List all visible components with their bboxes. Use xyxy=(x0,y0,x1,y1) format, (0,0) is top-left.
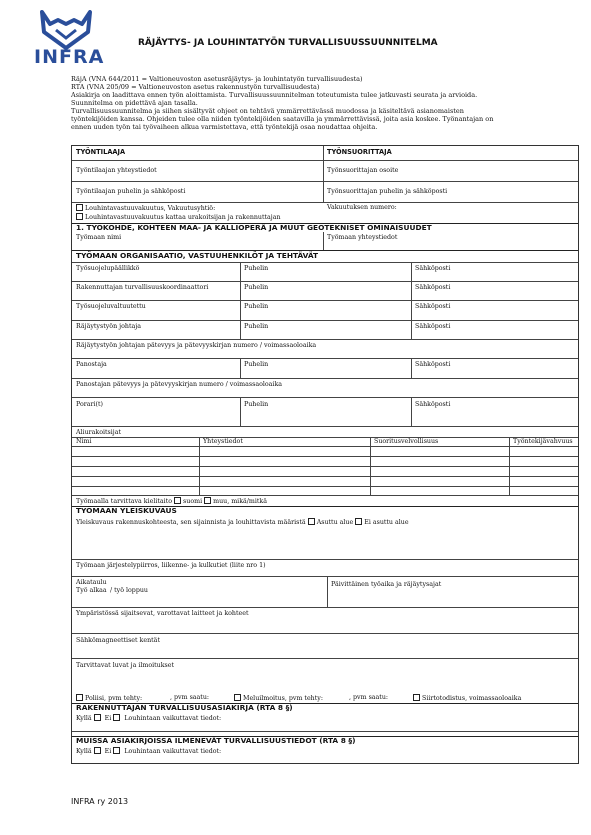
tilaaja-heading: TYÖNTILAAJA xyxy=(76,148,126,156)
divider xyxy=(72,281,578,282)
divider xyxy=(240,397,241,426)
table-row-line xyxy=(72,466,578,467)
sahkoposti-field[interactable]: Sähköposti xyxy=(415,361,451,368)
yleiskuvaus-label: Yleiskuvaus rakennuskohteesta, sen sijainnista ja louhittavista määristä xyxy=(76,519,306,526)
divider xyxy=(509,437,510,495)
divider xyxy=(72,358,578,359)
puhelin-field[interactable]: Puhelin xyxy=(244,323,269,330)
table-row-line xyxy=(72,486,578,487)
suorittaja-heading: TYÖNSUORITTAJA xyxy=(327,148,392,156)
ei-asuttu-label: Ei asuttu alue xyxy=(364,519,409,526)
tyomaan-yhteystiedot-field[interactable]: Työmaan yhteystiedot xyxy=(327,234,398,241)
divider xyxy=(72,607,578,608)
checkbox[interactable] xyxy=(204,497,211,504)
vakuutus-kattaa-row[interactable] xyxy=(76,213,281,222)
intro-line: RäjA (VNA 644/2011 = Valtioneuvoston asetusräjäytys- ja louhintatyön turvallisuudesta) xyxy=(71,75,363,83)
checkbox[interactable] xyxy=(355,518,362,525)
poliisi-row[interactable] xyxy=(76,694,142,703)
pvm-saatu-field[interactable]: , pvm saatu: xyxy=(170,694,210,701)
checkbox[interactable] xyxy=(234,694,241,701)
checkbox[interactable] xyxy=(76,694,83,701)
divider xyxy=(327,576,328,607)
divider xyxy=(72,202,578,203)
wolf-head-icon xyxy=(36,10,96,50)
checkbox[interactable] xyxy=(413,694,420,701)
divider xyxy=(72,731,578,732)
checkbox[interactable] xyxy=(174,497,181,504)
divider xyxy=(323,232,324,250)
vaikuttavat-label: Louhintaan vaikuttavat tiedot: xyxy=(124,748,222,755)
divider xyxy=(72,426,578,427)
intro-text xyxy=(71,75,579,131)
asuttu-label: Asuttu alue xyxy=(316,519,354,526)
siirtotodistus-row[interactable] xyxy=(413,694,521,703)
vakuutusnumero-field[interactable]: Vakuutuksen numero: xyxy=(327,204,397,211)
sahkoposti-field[interactable]: Sähköposti xyxy=(415,284,451,291)
tilaaja-puhelin-field[interactable]: Työntilaajan puhelin ja sähköposti xyxy=(76,188,186,195)
suomi-label: suomi xyxy=(183,498,203,505)
checkbox[interactable] xyxy=(94,747,101,754)
table-row-line xyxy=(72,456,578,457)
divider xyxy=(199,437,200,495)
column-header: Nimi xyxy=(76,438,92,445)
divider xyxy=(72,160,578,161)
divider xyxy=(411,358,412,378)
divider xyxy=(72,181,578,182)
intro-line: työntekijöiden kanssa. Ohjeiden tulee olla niiden työntekijöiden saatavilla ja ymmärrettävissä, joita asia koskee. Työnantajan on xyxy=(71,115,494,123)
sahkomagneettiset-field[interactable]: Sähkömagneettiset kentät xyxy=(76,637,160,644)
poliisi-label: Poliisi, pvm tehty: xyxy=(85,695,143,702)
divider xyxy=(240,358,241,378)
column-header: Työntekijävahvuus xyxy=(513,438,573,445)
column-header: Suoritusvelvollisuus xyxy=(374,438,439,445)
subcontractors-title: Aliurakoitsijat xyxy=(76,429,122,436)
pvm-saatu-field[interactable]: , pvm saatu: xyxy=(349,694,389,701)
kielitaito-row xyxy=(76,497,267,506)
vaikuttavat-label: Louhintaan vaikuttavat tiedot: xyxy=(124,715,222,722)
divider xyxy=(72,437,578,438)
role-label: Räjäytystyön johtaja xyxy=(76,323,141,330)
vakuutus-kattaa-label: Louhintavastuuvakuutus kattaa urakoitsijan ja rakennuttajan xyxy=(85,214,281,221)
muut-options xyxy=(76,747,221,756)
intro-line: Turvallisuussuunnitelma ja siihen sisältyvät ohjeet on tehtävä ymmärrettävässä muodossa ja käsiteltävä asianomaisten xyxy=(71,107,464,115)
footer: INFRA ry 2013 xyxy=(71,797,129,806)
divider xyxy=(370,437,371,495)
sahkoposti-field[interactable]: Sähköposti xyxy=(415,401,451,408)
luvat-label: Tarvittavat luvat ja ilmoitukset xyxy=(76,662,175,669)
vakuutus-label: Louhintavastuuvakuutus, Vakuutusyhtiö: xyxy=(85,205,216,212)
intro-line: Asiakirja on laadittava ennen työn aloittamista. Turvallisuussuunnitelman toteutumista tulee jatkuvasti seurata ja arvioida. xyxy=(71,91,478,99)
suorittaja-puhelin-field[interactable]: Työnsuorittajan puhelin ja sähköposti xyxy=(327,188,448,195)
kielitaito-label: Työmaalla tarvittava kielitaito xyxy=(76,498,173,505)
document-title: RÄJÄYTYS- JA LOUHINTATYÖN TURVALLISUUSSUUNNITELMA xyxy=(138,38,438,48)
intro-line: Suunnitelma on pidettävä ajan tasalla. xyxy=(71,99,198,107)
checkbox[interactable] xyxy=(308,518,315,525)
divider xyxy=(72,262,578,263)
panostaja-label: Panostaja xyxy=(76,361,107,368)
muu-label: muu, mikä/mitkä xyxy=(213,498,267,505)
divider xyxy=(72,633,578,634)
asiakirja-options xyxy=(76,714,221,723)
puhelin-field[interactable]: Puhelin xyxy=(244,361,269,368)
divider xyxy=(323,146,324,202)
divider xyxy=(72,320,578,321)
muut-title: MUISSA ASIAKIRJOISSA ILMENEVÄT TURVALLISUUSTIEDOT (RTA 8 §) xyxy=(76,736,356,745)
divider xyxy=(240,262,241,339)
section1-title: 1. TYÖKOHDE, KOHTEEN MAA- JA KALLIOPERÄ JA MUUT GEOTEKNISET OMINAISUUDET xyxy=(76,223,432,232)
general-title: TYÖMAAN YLEISKUVAUS xyxy=(76,506,177,515)
siirtotodistus-label: Siirtotodistus, voimassaoloaika xyxy=(422,695,522,702)
divider xyxy=(72,576,578,577)
sahkoposti-field[interactable]: Sähköposti xyxy=(415,323,451,330)
role-label: Työsuojeluvaltuutettu xyxy=(76,303,146,310)
meluilmoitus-label: Meluilmoitus, pvm tehty: xyxy=(243,695,323,702)
divider xyxy=(72,559,578,560)
kylla-label: Kyllä xyxy=(76,715,92,722)
tilaaja-yhteystiedot-field[interactable]: Työntilaajan yhteystiedot xyxy=(76,167,157,174)
divider xyxy=(411,262,412,339)
tyo-alkaa-field[interactable]: Työ alkaa xyxy=(76,587,107,594)
meluilmoitus-row[interactable] xyxy=(234,694,323,703)
johtaja-patevyys-field[interactable]: Räjäytystyön johtajan pätevyys ja pätevyyskirjan numero / voimassaoloaika xyxy=(76,342,317,349)
divider xyxy=(72,378,578,379)
sahkoposti-field[interactable]: Sähköposti xyxy=(415,303,451,310)
puhelin-field[interactable]: Puhelin xyxy=(244,284,269,291)
ei-label: Ei xyxy=(104,748,112,755)
divider xyxy=(72,300,578,301)
suorittaja-osoite-field[interactable]: Työnsuorittajan osoite xyxy=(327,167,399,174)
yleiskuvaus-row xyxy=(76,518,409,527)
intro-line: ennen uuden työn tai työvaiheen alkua varmistettava, että työntekijä osaa noudattaa ohjeita. xyxy=(71,123,378,131)
puhelin-field[interactable]: Puhelin xyxy=(244,401,269,408)
kylla-label: Kyllä xyxy=(76,748,92,755)
divider xyxy=(72,658,578,659)
vakuutus-checkbox-row[interactable] xyxy=(76,204,215,213)
tyomaan-nimi-field[interactable]: Työmaan nimi xyxy=(76,234,122,241)
ei-label: Ei xyxy=(104,715,112,722)
column-header: Yhteystiedot xyxy=(203,438,243,445)
paivittainen-field[interactable]: Päivittäinen työaika ja räjäytysajat xyxy=(331,581,442,588)
puhelin-field[interactable]: Puhelin xyxy=(244,265,269,272)
table-row-line xyxy=(72,446,578,447)
divider xyxy=(72,339,578,340)
jarjestely-field[interactable]: Työmaan järjestelypiirros, liikenne- ja kulkutiet (liite nro 1) xyxy=(76,562,266,569)
logo-text: INFRA xyxy=(34,46,105,68)
checkbox[interactable] xyxy=(76,213,83,220)
role-label: Rakennuttajan turvallisuuskoordinaattori xyxy=(76,284,209,291)
organisation-title: TYÖMAAN ORGANISAATIO, VASTUUHENKILÖT JA TEHTÄVÄT xyxy=(76,251,319,260)
divider xyxy=(411,397,412,426)
divider xyxy=(72,495,578,496)
asiakirja-title: RAKENNUTTAJAN TURVALLISUUSASIAKIRJA (RTA 8 §) xyxy=(76,703,293,712)
sahkoposti-field[interactable]: Sähköposti xyxy=(415,265,451,272)
ymparisto-field[interactable]: Ympäristössä sijaitsevat, varottavat laitteet ja kohteet xyxy=(76,610,249,617)
checkbox[interactable] xyxy=(113,747,120,754)
panostajan-patevyys-field[interactable]: Panostajan pätevyys ja pätevyyskirjan numero / voimassaoloaika xyxy=(76,381,283,388)
porari-label: Porari(t) xyxy=(76,401,104,408)
intro-line: RTA (VNA 205/09 = Valtioneuvoston asetus rakennustyön turvallisuudesta) xyxy=(71,83,320,91)
aikataulu-label: Aikataulu xyxy=(76,579,107,586)
checkbox[interactable] xyxy=(76,204,83,211)
table-row-line xyxy=(72,476,578,477)
role-label: Työsuojelupäällikkö xyxy=(76,265,140,272)
safety-plan-form xyxy=(71,145,579,764)
checkbox[interactable] xyxy=(94,714,101,721)
puhelin-field[interactable]: Puhelin xyxy=(244,303,269,310)
tyo-loppuu-field[interactable]: / työ loppuu xyxy=(110,587,148,594)
divider xyxy=(72,397,578,398)
checkbox[interactable] xyxy=(113,714,120,721)
